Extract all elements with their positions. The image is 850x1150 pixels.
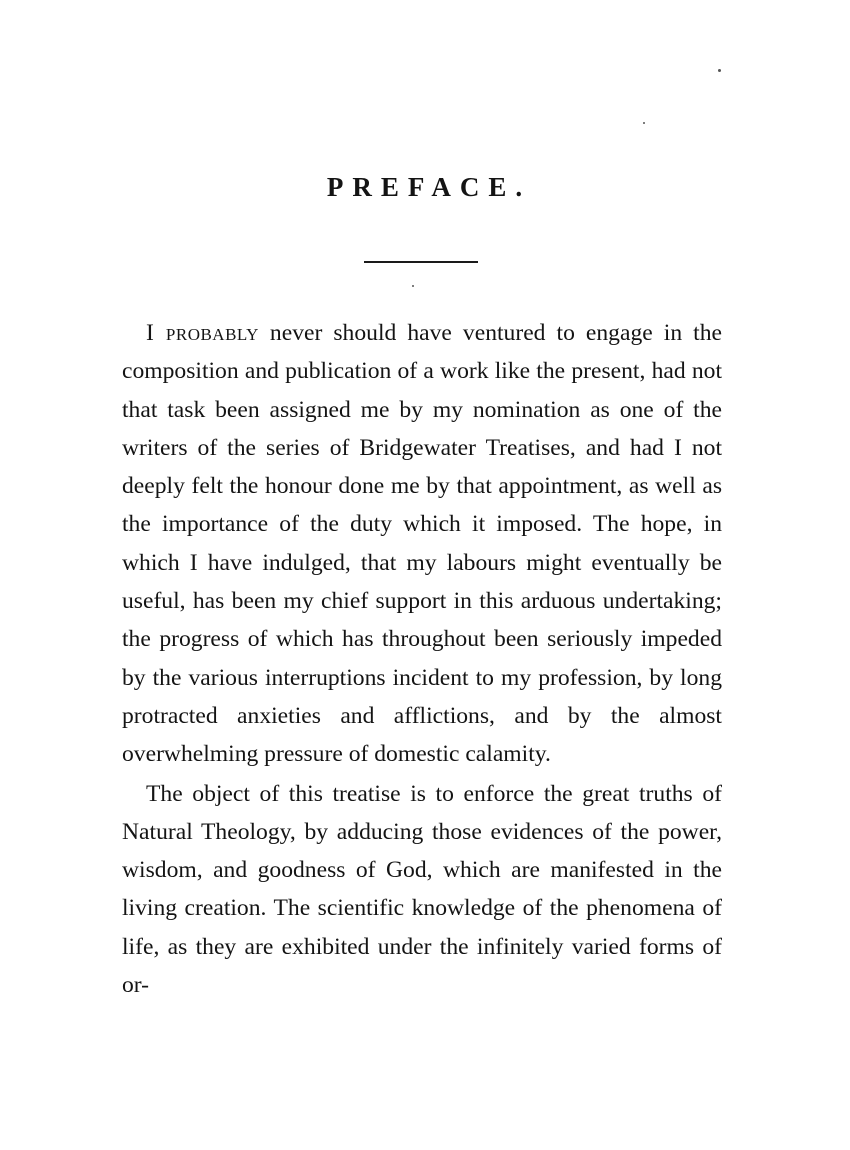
preface-text bbox=[122, 314, 722, 1004]
title-rule bbox=[364, 261, 478, 263]
paragraph-1-text: never should have ventured to engage in the composition and publication of a work like the present, had not that task been assigned me by my nomination as one of the writers of the series of Bridgewater Treatises, and had I not deeply felt the honour done me by that appointment, as well as the importance of the duty which it imposed. The hope, in which I have indulged, that my labours might eventually be useful, has been my chief support in this arduous undertaking; the progress of which has throughout been seriously impeded by the various interruptions incident to my profession, by long protracted anxieties and afflictions, and by the almost overwhelming pressure of domestic calamity. bbox=[122, 320, 722, 768]
ink-speck bbox=[643, 122, 645, 124]
page-title: PREFACE. bbox=[326, 172, 532, 202]
ink-speck bbox=[412, 285, 414, 287]
paragraph-2: The object of this treatise is to enforce the great truths of Natural Theology, by adducing those evidences of the power, wisdom, and goodness of God, which are manifested in the living creation. The scientific knowledge of the phenomena of life, as they are exhibited under the infinitely varied forms of or- bbox=[122, 780, 722, 999]
paragraph-1 bbox=[122, 314, 722, 774]
opening-words: I probably bbox=[146, 320, 259, 346]
ink-speck bbox=[718, 69, 721, 72]
